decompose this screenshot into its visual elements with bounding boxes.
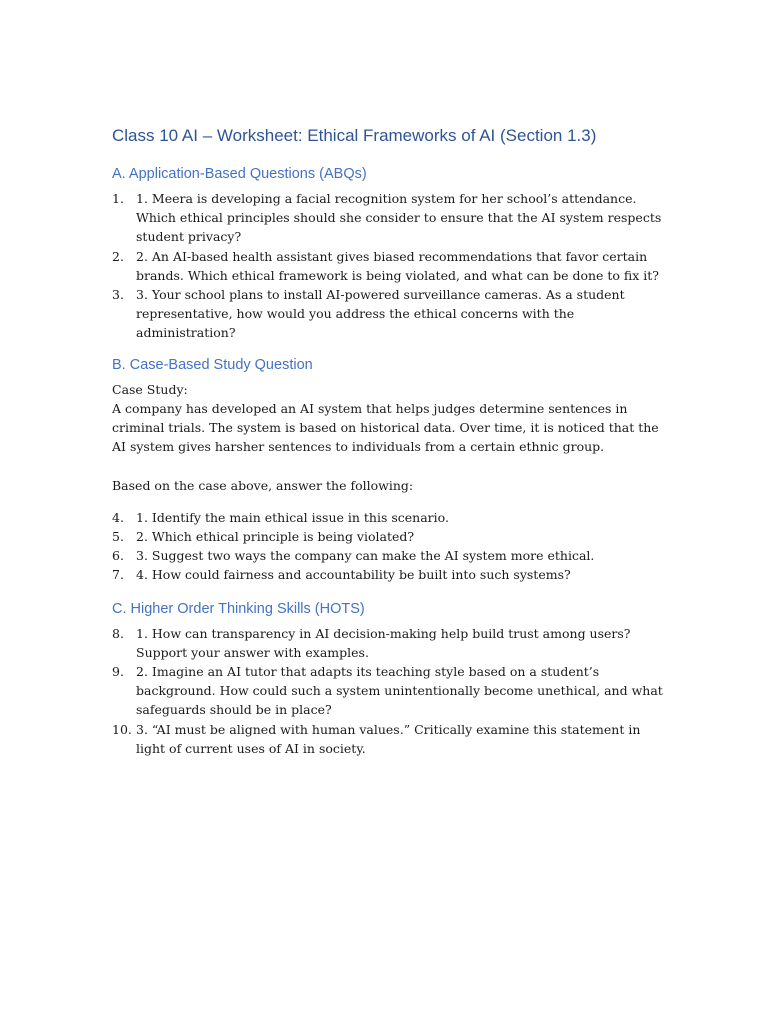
question-number: 4. bbox=[112, 509, 124, 525]
question-number: 3. bbox=[112, 287, 124, 303]
question-item bbox=[112, 285, 668, 343]
question-number: 5. bbox=[112, 529, 124, 545]
question-item bbox=[112, 527, 668, 546]
section-a-question-list bbox=[112, 189, 668, 343]
question-text: 3. Suggest two ways the company can make the AI system more ethical. bbox=[136, 548, 595, 564]
question-number: 1. bbox=[112, 191, 124, 206]
question-number: 7. bbox=[112, 567, 124, 583]
question-item bbox=[112, 247, 668, 285]
section-c-question-list bbox=[112, 624, 668, 758]
blank-line bbox=[112, 456, 668, 475]
question-text: 2. Imagine an AI tutor that adapts its teaching style based on a student’s background. How could such a system unintentionally become unethical, and what safeguards should be in place? bbox=[136, 664, 663, 718]
question-text: 4. How could fairness and accountability be built into such systems? bbox=[136, 567, 571, 583]
question-text: 1. How can transparency in AI decision-making help build trust among users? Support your answer with examples. bbox=[136, 625, 631, 660]
question-text: 1. Identify the main ethical issue in this scenario. bbox=[136, 509, 449, 525]
question-text: 1. Meera is developing a facial recognition system for her school’s attendance. Which ethical principles should she consider to ensure that the AI system respects student privacy? bbox=[136, 191, 662, 245]
question-item bbox=[112, 189, 668, 247]
question-item bbox=[112, 662, 668, 720]
question-number: 2. bbox=[112, 248, 124, 264]
question-text: 2. An AI-based health assistant gives biased recommendations that favor certain brands. Which ethical framework is being violated, and what can be done to fix it? bbox=[136, 248, 660, 283]
question-number: 9. bbox=[112, 664, 124, 680]
section-c-heading: C. Higher Order Thinking Skills (HOTS) bbox=[112, 600, 365, 617]
question-number: 6. bbox=[112, 548, 124, 564]
question-number: 8. bbox=[112, 625, 124, 641]
question-item bbox=[112, 546, 668, 565]
spacer bbox=[112, 495, 668, 508]
section-b-question-list bbox=[112, 508, 668, 585]
case-study-text: A company has developed an AI system that helps judges determine sentences in criminal trials. The system is based on historical data. Over time, it is noticed that the AI system gives harsher sentences to individuals from a certain ethnic group. bbox=[112, 400, 659, 455]
question-item bbox=[112, 624, 668, 662]
section-b-heading: B. Case-Based Study Question bbox=[112, 356, 313, 373]
question-text: 3. “AI must be aligned with human values.” Critically examine this statement in light of current uses of AI in society. bbox=[136, 721, 641, 756]
case-study-label: Case Study: bbox=[112, 381, 188, 397]
question-item bbox=[112, 720, 668, 758]
page-title: Class 10 AI – Worksheet: Ethical Frameworks of AI (Section 1.3) bbox=[112, 126, 597, 145]
question-text: 3. Your school plans to install AI-powered surveillance cameras. As a student representative, how would you address the ethical concerns with the administration? bbox=[136, 287, 625, 341]
section-a-heading: A. Application-Based Questions (ABQs) bbox=[112, 166, 367, 182]
question-number: 10. bbox=[112, 721, 132, 737]
question-item bbox=[112, 508, 668, 527]
case-study-prompt: Based on the case above, answer the following: bbox=[112, 477, 414, 493]
question-text: 2. Which ethical principle is being violated? bbox=[136, 529, 415, 545]
question-item bbox=[112, 565, 668, 584]
